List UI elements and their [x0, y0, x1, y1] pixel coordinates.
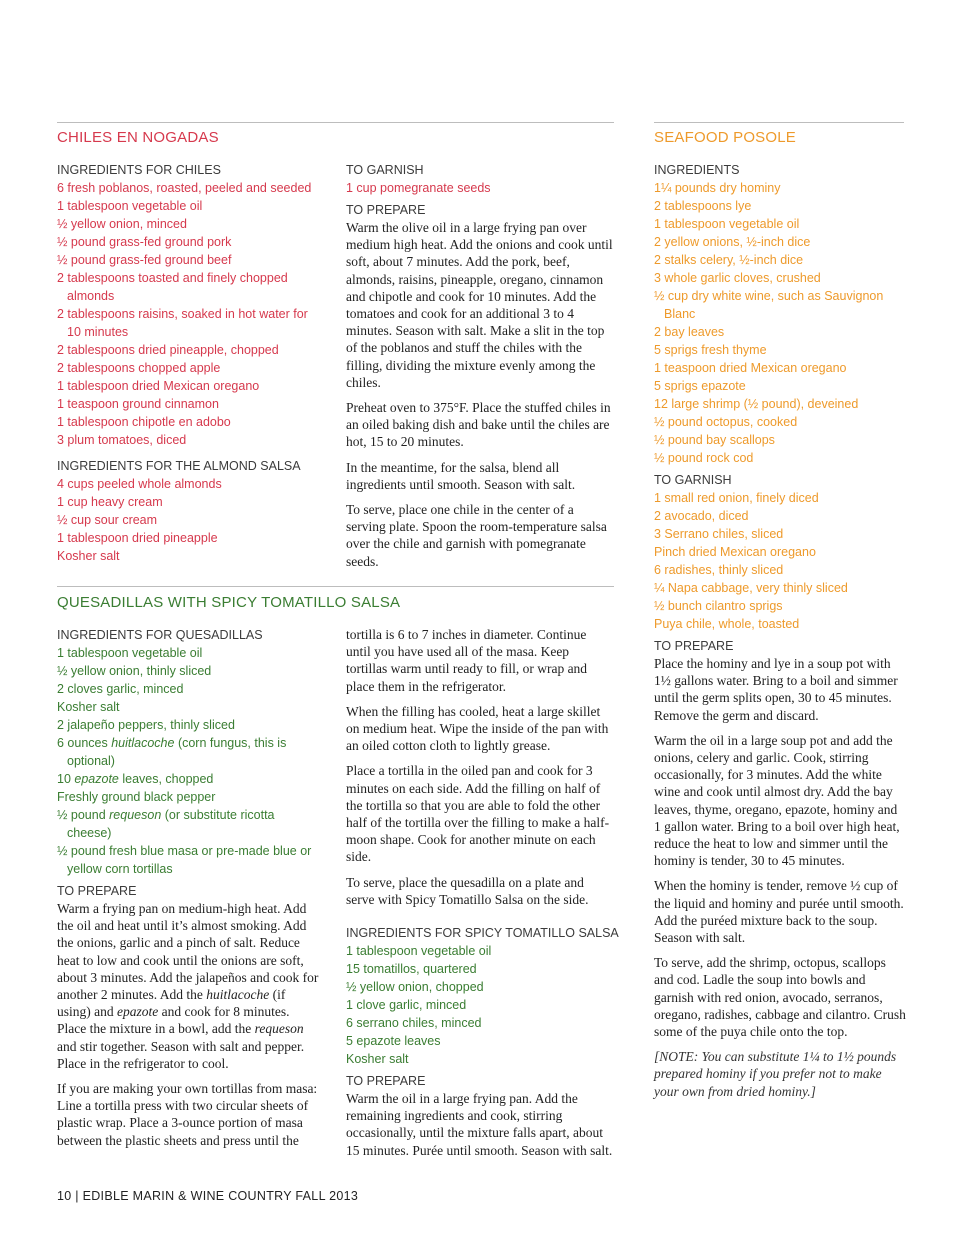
list-item: 3 plum tomatoes, diced	[57, 433, 187, 447]
posole-note: [NOTE: You can substitute 1¼ to 1½ pounds prepared hominy if you prefer not to make your own from dried hominy.]	[654, 1049, 897, 1099]
quesadillas-title-block	[57, 594, 614, 612]
list-item: 5 epazote leaves	[346, 1034, 441, 1049]
posole-prepare-paragraph: Place the hominy and lye in a soup pot with 1½ gallons water. Bring to a boil and simmer until the germ splits open, 30 to 45 minutes. Remove the germ and discard.	[654, 656, 898, 723]
list-item: 6 serrano chiles, minced	[346, 1016, 482, 1031]
list-item: ½ pound rock cod	[654, 451, 754, 465]
chiles-prepare-paragraph: To serve, place one chile in the center of a serving plate. Spoon the room-temperature salsa over the chile and garnish with pomegranate seeds.	[346, 502, 607, 569]
quesadillas-tortilla-paragraph: If you are making your own tortillas from masa: Line a tortilla press with two circular sheets of plastic wrap. Place a 3-ounce portion of masa between the plastic sheets and press until the	[57, 1081, 318, 1148]
list-item: 1 tablespoon chipotle en adobo	[57, 415, 231, 429]
quesadillas-ingredients-list	[57, 644, 321, 878]
posole-prepare-paragraph: Warm the oil in a large soup pot and add the onions, celery and garlic. Cook, stirring occasionally, for 3 minutes. Add the white wine and cook until almost dry. Add the bay leaves, thyme, oregano, epazote, hominy and 1 gallon water. Bring to a boil over high heat, reduce the heat to low and simmer until the hominy is tender, 30 to 45 minutes.	[654, 732, 900, 869]
chiles-garnish-header: TO GARNISH	[346, 163, 424, 177]
list-item: 2 tablespoons raisins, soaked in hot water for 10 minutes	[57, 307, 308, 339]
list-item: 2 jalapeño peppers, thinly sliced	[57, 718, 235, 732]
chiles-garnish-list	[346, 179, 614, 197]
list-item: Kosher salt	[57, 549, 120, 563]
list-item: 15 tomatillos, quartered	[346, 962, 477, 977]
list-item: 4 cups peeled whole almonds	[57, 477, 222, 491]
list-item: ½ cup dry white wine, such as Sauvignon Blanc	[654, 289, 884, 321]
list-item: 1 tablespoon dried Mexican oregano	[57, 379, 260, 393]
tomatillo-salsa-header: INGREDIENTS FOR SPICY TOMATILLO SALSA	[346, 926, 619, 941]
posole-column	[654, 129, 906, 1100]
list-item: 1¼ pounds dry hominy	[654, 181, 781, 195]
chiles-prepare-header: TO PREPARE	[346, 203, 426, 217]
list-item: 6 ounces huitlacoche (corn fungus, this is optional)	[57, 736, 287, 768]
quesadillas-prepare-paragraph: Place a tortilla in the oiled pan and cook for 3 minutes on each side. Add the filling on half of the tortilla so that you are able to fold the other half of the tortilla over the filling to make a half-moon shape. Cook for another minute on each side.	[346, 763, 610, 865]
tomatillo-prepare-paragraph: Warm the oil in a large frying pan. Add the remaining ingredients and cook, stirring occasionally, until the mixture falls apart, about 15 minutes. Purée until smooth. Season with salt.	[346, 1091, 613, 1158]
chiles-ingredients-list	[57, 179, 322, 449]
list-item: 3 Serrano chiles, sliced	[654, 527, 784, 541]
list-item: 2 cloves garlic, minced	[57, 682, 184, 696]
rule-quesadillas-top	[57, 586, 614, 587]
list-item: 6 fresh poblanos, roasted, peeled and seeded	[57, 181, 312, 195]
list-item: ½ yellow onion, chopped	[346, 980, 484, 995]
list-item: ½ pound grass-fed ground beef	[57, 253, 232, 267]
list-item: 12 large shrimp (½ pound), deveined	[654, 397, 859, 411]
list-item: 1 clove garlic, minced	[346, 998, 467, 1013]
list-item: 2 tablespoons chopped apple	[57, 361, 221, 375]
quesadillas-right-column	[346, 626, 619, 1159]
list-item: 1 tablespoon vegetable oil	[57, 199, 203, 213]
list-item: 3 whole garlic cloves, crushed	[654, 271, 821, 285]
list-item: 1 tablespoon vegetable oil	[654, 217, 800, 231]
chiles-title-block	[57, 129, 614, 147]
quesadillas-left-column	[57, 626, 321, 1149]
list-item: 10 epazote leaves, chopped	[57, 772, 214, 786]
list-item: ½ yellow onion, thinly sliced	[57, 664, 212, 678]
page-footer: 10 | EDIBLE MARIN & WINE COUNTRY FALL 2013	[57, 1189, 359, 1203]
list-item: 1 cup pomegranate seeds	[346, 181, 491, 195]
chiles-salsa-list	[57, 475, 322, 565]
tomatillo-prepare-header: TO PREPARE	[346, 1074, 426, 1089]
list-item: 1 tablespoon vegetable oil	[346, 944, 492, 959]
quesadillas-prepare-paragraph: To serve, place the quesadilla on a plate and serve with Spicy Tomatillo Salsa on the side.	[346, 874, 589, 907]
posole-prepare-header: TO PREPARE	[654, 639, 734, 653]
posole-ingredients-list	[654, 179, 906, 467]
list-item: 2 tablespoons toasted and finely chopped almonds	[57, 271, 288, 303]
chiles-prepare-paragraph: Preheat oven to 375°F. Place the stuffed chiles in an oiled baking dish and bake until the chiles are hot, 15 to 20 minutes.	[346, 400, 611, 450]
chiles-prepare-paragraph: In the meantime, for the salsa, blend all ingredients until smooth. Season with salt.	[346, 459, 576, 492]
posole-title: SEAFOOD POSOLE	[654, 129, 797, 146]
list-item: ½ pound bay scallops	[654, 433, 775, 447]
list-item: ½ pound octopus, cooked	[654, 415, 798, 429]
quesadillas-tortilla-continued: tortilla is 6 to 7 inches in diameter. Continue until you have used all of the masa. Keep tortillas warm until ready to fill, or wrap and place them in the refrigerator.	[346, 627, 588, 694]
quesadillas-prepare-header: TO PREPARE	[57, 884, 137, 898]
list-item: 6 radishes, thinly sliced	[654, 563, 784, 577]
list-item: Freshly ground black pepper	[57, 790, 216, 804]
list-item: Kosher salt	[57, 700, 120, 714]
list-item: 2 avocado, diced	[654, 509, 749, 523]
list-item: ½ bunch cilantro sprigs	[654, 599, 783, 613]
posole-garnish-list	[654, 489, 906, 633]
tomatillo-salsa-list	[346, 942, 614, 1068]
list-item: 1 small red onion, finely diced	[654, 491, 819, 505]
list-item: 2 bay leaves	[654, 325, 725, 339]
list-item: 1 teaspoon ground cinnamon	[57, 397, 219, 411]
list-item: 1 tablespoon dried pineapple	[57, 531, 218, 545]
list-item: 2 yellow onions, ½-inch dice	[654, 235, 811, 249]
list-item: ½ pound grass-fed ground pork	[57, 235, 232, 249]
list-item: ½ pound fresh blue masa or pre-made blue or yellow corn tortillas	[57, 844, 312, 876]
chiles-method-column	[346, 161, 614, 570]
posole-ingredients-header: INGREDIENTS	[654, 163, 740, 177]
posole-garnish-header: TO GARNISH	[654, 473, 732, 487]
list-item: 2 stalks celery, ½-inch dice	[654, 253, 804, 267]
list-item: ½ yellow onion, minced	[57, 217, 187, 231]
list-item: 2 tablespoons lye	[654, 199, 752, 213]
chiles-ingredients-header: INGREDIENTS FOR CHILES	[57, 163, 221, 177]
quesadillas-ingredients-header: INGREDIENTS FOR QUESADILLAS	[57, 628, 263, 642]
posole-prepare-paragraph: To serve, add the shrimp, octopus, scallops and cod. Ladle the soup into bowls and garnish with red onion, avocado, serranos, oregano, radishes, cabbage and cilantro. Crush some of the puya chile onto the top.	[654, 955, 906, 1040]
chiles-ingredients-column	[57, 161, 322, 565]
quesadillas-prepare-paragraph: Warm a frying pan on medium-high heat. Add the oil and heat until it’s almost smoking. Add the onions, garlic and a pinch of salt. Reduce heat to low and cook until the onions are soft, about 3 minutes. Add the jalapeños and cook for another 2 minutes. Add the huitlacoche (if using) and epazote and cook for 8 minutes. Place the mixture in a bowl, add the requeson and stir together. Season with salt and pepper. Place in the refrigerator to cool.	[57, 901, 319, 1071]
list-item: ½ pound requeson (or substitute ricotta cheese)	[57, 808, 275, 840]
list-item: Puya chile, whole, toasted	[654, 617, 800, 631]
chiles-prepare-paragraph: Warm the olive oil in a large frying pan over medium high heat. Add the onions and cook until soft, about 7 minutes. Add the pork, beef, almonds, raisins, pineapple, oregano, cinnamon and chipotle and cook for 10 minutes. Add the tomatoes and cook for an additional 3 to 4 minutes. Season with salt. Make a slit in the top of the poblanos and stuff the chiles with the filling, dividing the mixture evenly among the chiles.	[346, 220, 613, 390]
list-item: ¼ Napa cabbage, very thinly sliced	[654, 581, 848, 595]
chiles-title: CHILES EN NOGADAS	[57, 129, 219, 146]
quesadillas-prepare-paragraph: When the filling has cooled, heat a large skillet on medium heat. Wipe the inside of the pan with an oiled cotton cloth to lightly grease.	[346, 703, 609, 754]
list-item: 1 teaspoon dried Mexican oregano	[654, 361, 847, 375]
list-item: Kosher salt	[346, 1052, 409, 1067]
list-item: 1 tablespoon vegetable oil	[57, 646, 203, 660]
list-item: 1 cup heavy cream	[57, 495, 163, 509]
rule-posole-top	[654, 122, 904, 123]
list-item: 2 tablespoons dried pineapple, chopped	[57, 343, 279, 357]
quesadillas-title: QUESADILLAS WITH SPICY TOMATILLO SALSA	[57, 594, 401, 611]
rule-chiles-top	[57, 122, 614, 123]
chiles-salsa-header: INGREDIENTS FOR THE ALMOND SALSA	[57, 459, 301, 473]
list-item: Pinch dried Mexican oregano	[654, 545, 816, 559]
list-item: 5 sprigs epazote	[654, 379, 746, 393]
list-item: ½ cup sour cream	[57, 513, 158, 527]
posole-prepare-paragraph: When the hominy is tender, remove ½ cup of the liquid and hominy and purée until smooth. Add the puréed mixture back to the soup. Season with salt.	[654, 878, 904, 946]
list-item: 5 sprigs fresh thyme	[654, 343, 767, 357]
